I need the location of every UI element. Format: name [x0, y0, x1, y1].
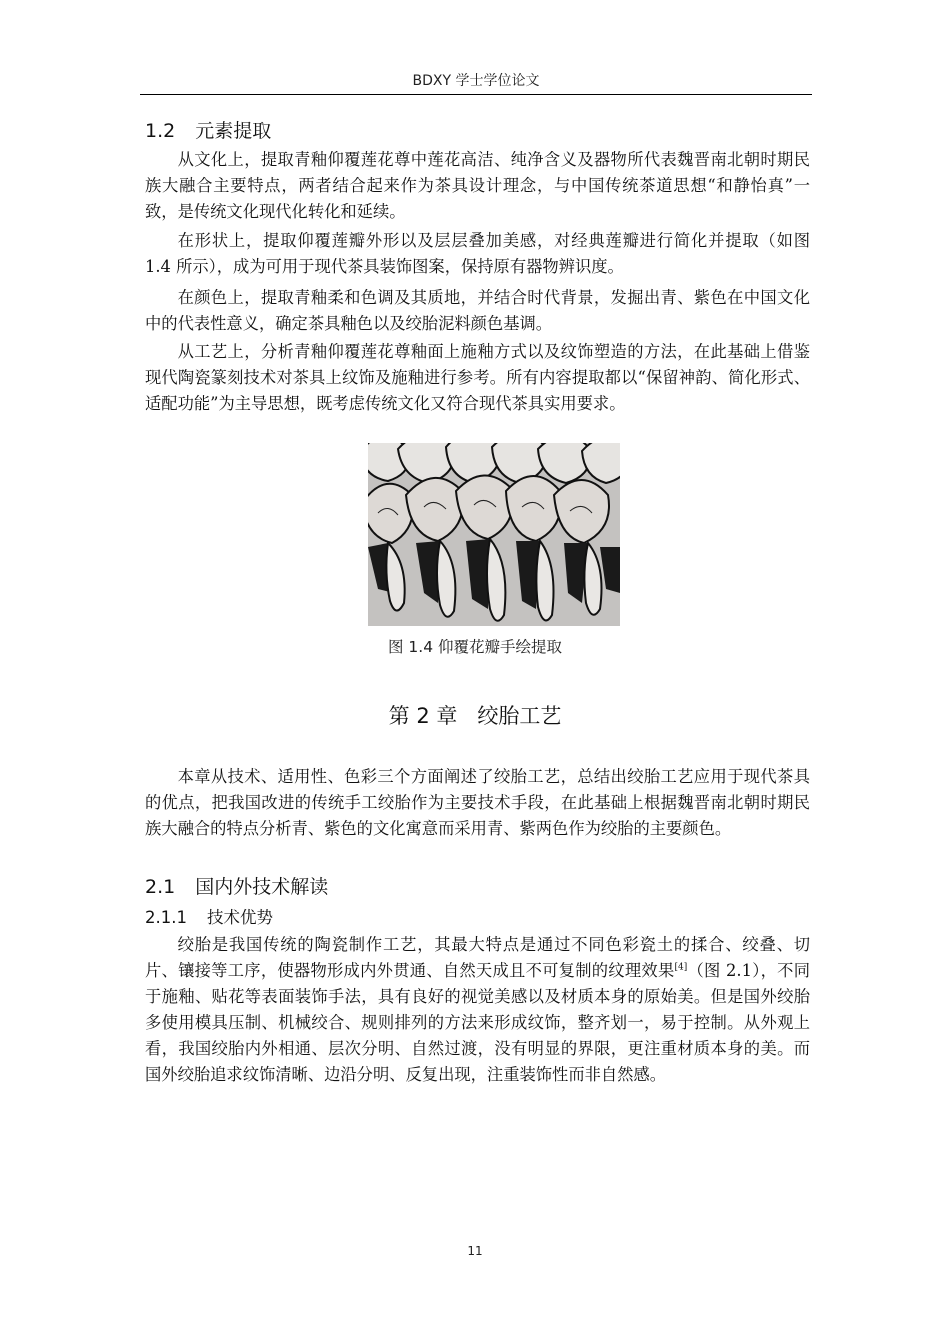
- paragraph-color: 在颜色上，提取青釉柔和色调及其质地，并结合时代背景，发掘出青、紫色在中国文化中的代表性意义，确定茶具釉色以及绞胎泥料颜色基调。: [145, 288, 810, 333]
- paragraph-technical-advantage: [145, 932, 810, 1088]
- section-title: 国内外技术解读: [195, 876, 329, 898]
- section-title: 元素提取: [195, 120, 272, 142]
- paragraph-shape: 在形状上，提取仰覆莲瓣外形以及层层叠加美感，对经典莲瓣进行简化并提取（如图 1.4 所示），成为可用于现代茶具装饰图案，保持原有器物辨识度。: [145, 231, 810, 276]
- paragraph-text: （图 2.1），不同于施釉、贴花等表面装饰手法，具有良好的视觉美感以及材质本身的原始美。但是国外绞胎多使用模具压制、机械绞合、规则排列的方法来形成纹饰，整齐划一，易于控制。从外观上看，我国绞胎内外相通、层次分明、自然过渡，没有明显的界限，更注重材质本身的美。而国外绞胎追求纹饰清晰、边沿分明、反复出现，注重装饰性而非自然感。: [145, 961, 810, 1084]
- lotus-petal-sketch-image: [368, 443, 620, 626]
- section-number: 2.1.1: [145, 908, 187, 927]
- section-heading-2-1: [145, 872, 328, 899]
- chapter-intro-paragraph: 本章从技术、适用性、色彩三个方面阐述了绞胎工艺，总结出绞胎工艺应用于现代茶具的优点，把我国改进的传统手工绞胎作为主要技术手段，在此基础上根据魏晋南北朝时期民族大融合的特点分析青、紫色的文化寓意而采用青、紫两色作为绞胎的主要颜色。: [145, 767, 810, 838]
- section-heading-2-1-1: [145, 904, 273, 928]
- chapter-number: 第 2 章: [388, 704, 458, 728]
- citation-ref[interactable]: [4]: [674, 962, 688, 973]
- section-number: 2.1: [145, 876, 176, 898]
- section-title: 技术优势: [206, 908, 273, 927]
- header-rule: [140, 94, 812, 95]
- page-number: 11: [467, 1244, 483, 1258]
- paragraph-craft: 从工艺上，分析青釉仰覆莲花尊釉面上施釉方式以及纹饰塑造的方法，在此基础上借鉴现代陶瓷篆刻技术对茶具上纹饰及施釉进行参考。所有内容提取都以“保留神韵、简化形式、适配功能”为主导思想，既考虑传统文化又符合现代茶具实用要求。: [145, 342, 810, 413]
- section-number: 1.2: [145, 120, 176, 142]
- paragraph-text: 绞胎是我国传统的陶瓷制作工艺，其最大特点是通过不同色彩瓷土的揉合、绞叠、切片、镶接等工序，使器物形成内外贯通、自然天成且不可复制的纹理效果: [145, 935, 810, 980]
- running-header: BDXY 学士学位论文: [412, 73, 540, 89]
- figure-caption: 图 1.4 仰覆花瓣手绘提取: [387, 638, 562, 656]
- chapter-title: 绞胎工艺: [477, 704, 562, 728]
- chapter-heading: [0, 700, 950, 730]
- section-heading-1-2: [145, 116, 271, 143]
- paragraph-culture: 从文化上，提取青釉仰覆莲花尊中莲花高洁、纯净含义及器物所代表魏晋南北朝时期民族大融合主要特点，两者结合起来作为茶具设计理念，与中国传统茶道思想“和静怡真”一致，是传统文化现代化转化和延续。: [145, 150, 810, 221]
